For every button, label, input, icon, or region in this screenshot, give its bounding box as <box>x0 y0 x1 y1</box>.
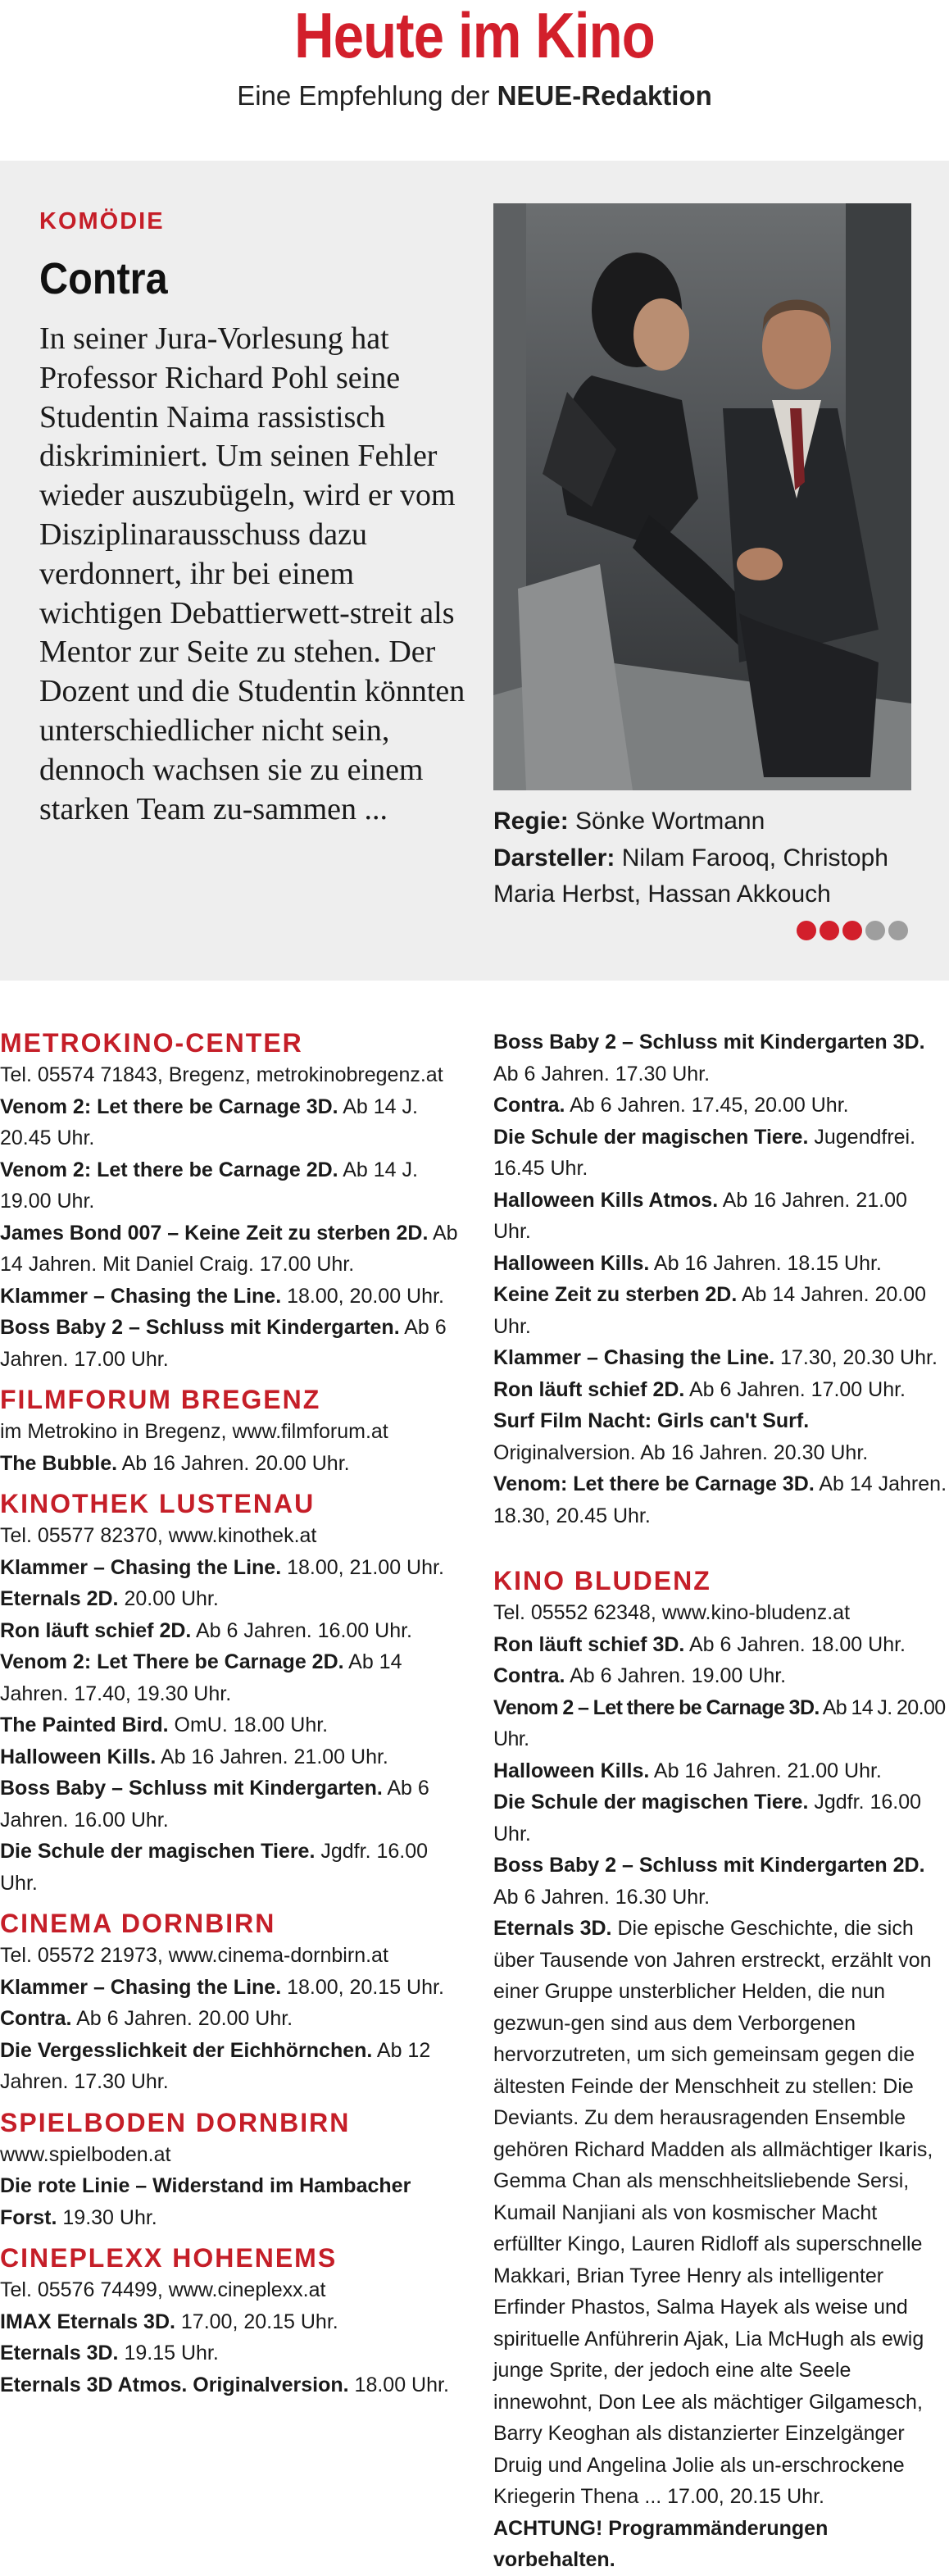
listing-movie-title: Klammer – Chasing the Line. <box>493 1346 775 1369</box>
listing-entry <box>493 1913 949 2513</box>
listing-movie-title: Halloween Kills. <box>0 1745 157 1768</box>
listing-details: Originalversion. Ab 16 Jahren. 20.30 Uhr. <box>493 1440 869 1464</box>
listing-entry <box>0 1741 459 1773</box>
listing-entry <box>493 1185 949 1248</box>
listing-details: Jgdfr. 16.00 Uhr. <box>0 1840 429 1895</box>
listing-movie-title: Boss Baby 2 – Schluss mit Kindergarten 2D. <box>493 1854 925 1877</box>
listing-details: Ab 14 Jahren. 18.30, 20.45 Uhr. <box>493 1472 947 1527</box>
cinema-info: Tel. 05574 71843, Bregenz, metrokinobregenz.at <box>0 1063 443 1086</box>
listing-details: Ab 16 Jahren. 21.00 Uhr. <box>156 1745 388 1768</box>
page-subtitle <box>0 80 949 112</box>
cinema-info: Tel. 05576 74499, www.cineplexx.at <box>0 2278 326 2301</box>
featured-movie-box <box>0 161 949 981</box>
listing-movie-title: Halloween Kills. <box>493 1759 650 1782</box>
cinema-info: www.spielboden.at <box>0 2142 171 2166</box>
listing-movie-title: James Bond 007 – Keine Zeit zu sterben 2D. <box>0 1221 429 1245</box>
listing-details: Ab 14 Jahren. 17.40, 19.30 Uhr. <box>0 1650 402 1705</box>
rating-dot-empty <box>865 921 885 940</box>
listing-details: 20.00 Uhr. <box>118 1587 219 1610</box>
listing-movie-title: Eternals 3D. <box>493 1917 612 1940</box>
listing-details: Ab 6 Jahren. 19.00 Uhr. <box>565 1664 787 1687</box>
listing-entry <box>0 2035 459 2098</box>
listing-movie-title: Boss Baby 2 – Schluss mit Kindergarten. <box>0 1316 400 1339</box>
listing-movie-title: Contra. <box>493 1664 565 1687</box>
listing-movie-title: Die Schule der magischen Tiere. <box>493 1125 809 1149</box>
listing-entry <box>0 1972 459 2004</box>
listing-details: Ab 6 Jahren. 17.00 Uhr. <box>0 1316 447 1371</box>
listing-movie-title: Klammer – Chasing the Line. <box>0 1555 282 1579</box>
listing-entry <box>0 2170 459 2233</box>
listing-details: Ab 14 J. 20.45 Uhr. <box>0 1095 418 1149</box>
listing-movie-title: IMAX Eternals 3D. <box>0 2310 175 2333</box>
listings-left-column <box>0 1026 459 2401</box>
listing-movie-title: Eternals 3D. <box>0 2342 119 2364</box>
listing-entry <box>493 1755 949 1787</box>
listing-details: Ab 12 Jahren. 17.30 Uhr. <box>0 2038 431 2093</box>
listing-details: Ab 6 Jahren. 17.45, 20.00 Uhr. <box>565 1094 849 1117</box>
listing-movie-title: Ron läuft schief 2D. <box>493 1377 685 1401</box>
listing-movie-title: Eternals 3D Atmos. Originalversion. <box>0 2373 349 2396</box>
listing-details: Ab 6 Jahren. 16.00 Uhr. <box>191 1618 413 1642</box>
program-change-notice: ACHTUNG! Programmänderungen vorbehalten. <box>493 2516 829 2571</box>
cast-names: Nilam Farooq, Christoph Maria Herbst, Hassan Akkouch <box>493 844 888 908</box>
rating-dot-filled <box>842 921 862 940</box>
listing-details: 18.00 Uhr. <box>348 2373 449 2396</box>
listing-movie-title: Keine Zeit zu sterben 2D. <box>493 1283 738 1306</box>
listing-details: 17.30, 20.30 Uhr. <box>774 1346 938 1369</box>
listing-movie-title: Halloween Kills. <box>493 1251 650 1275</box>
featured-movie-title: Contra <box>39 254 168 303</box>
director-label: Regie: <box>493 808 569 835</box>
listing-entry <box>0 1312 459 1375</box>
listing-entry <box>0 2369 459 2401</box>
listing-movie-title: The Painted Bird. <box>0 1714 169 1736</box>
listing-entry <box>493 1660 949 1692</box>
listing-entry <box>0 1154 459 1217</box>
rating-dot-filled <box>820 921 839 940</box>
listing-entry <box>0 2003 459 2035</box>
listing-movie-title: Venom 2: Let there be Carnage 3D. <box>0 1095 338 1118</box>
listing-details: Ab 6 Jahren. 18.00 Uhr. <box>684 1632 906 1656</box>
listing-movie-title: Klammer – Chasing the Line. <box>0 1284 282 1308</box>
director-name: Sönke Wortmann <box>575 808 765 835</box>
listing-details: Ab 6 Jahren. 17.00 Uhr. <box>684 1377 906 1401</box>
cinema-name: FILMFORUM BREGENZ <box>0 1385 321 1414</box>
listing-entry <box>493 1342 949 1374</box>
featured-movie-credits <box>493 803 919 913</box>
cinema-name: CINEMA DORNBIRN <box>0 1909 276 1938</box>
listing-details: Ab 6 Jahren. 16.30 Uhr. <box>493 1885 711 1909</box>
cinema-info: im Metrokino in Bregenz, www.filmforum.at <box>0 1420 388 1443</box>
listing-entry <box>0 2337 459 2369</box>
listing-details: Ab 14 Jahren. Mit Daniel Craig. 17.00 Uhr. <box>0 1221 458 1276</box>
listing-details: Ab 14 Jahren. 20.00 Uhr. <box>493 1283 927 1338</box>
cinema-name: KINO BLUDENZ <box>493 1566 711 1595</box>
listing-movie-title: Venom 2: Let There be Carnage 2D. <box>0 1650 344 1673</box>
listing-details: Ab 16 Jahren. 18.15 Uhr. <box>649 1251 882 1275</box>
page-header <box>0 0 949 161</box>
listing-details: 18.00, 21.00 Uhr. <box>281 1555 444 1579</box>
listing-entry <box>493 1629 949 1661</box>
listing-movie-title: Contra. <box>493 1094 565 1117</box>
cinema-name: CINEPLEXX HOHENEMS <box>0 2243 338 2273</box>
listing-movie-title: Venom: Let there be Carnage 3D. <box>493 1472 815 1495</box>
listing-movie-title: Surf Film Nacht: Girls can't Surf. <box>493 1409 810 1432</box>
listing-movie-title: Ron läuft schief 2D. <box>0 1618 192 1642</box>
listing-entry <box>0 1281 459 1313</box>
cast-label: Darsteller: <box>493 844 615 872</box>
listing-entry <box>0 1091 459 1154</box>
rating-dot-empty <box>888 921 908 940</box>
listing-movie-title: Ron läuft schief 3D. <box>493 1632 685 1656</box>
metrokino-continued-list <box>493 1026 949 1531</box>
listing-entry <box>493 1850 949 1913</box>
listing-details: Ab 16 Jahren. 21.00 Uhr. <box>649 1759 882 1782</box>
listing-entry <box>493 1248 949 1280</box>
listing-details: 19.15 Uhr. <box>118 2342 219 2364</box>
listing-entry <box>493 1279 949 1342</box>
cinema-name: KINOTHEK LUSTENAU <box>0 1489 316 1518</box>
movie-still-illustration <box>493 203 911 790</box>
subtitle-prefix: Eine Empfehlung der <box>237 80 497 111</box>
listing-details: Ab 16 Jahren. 21.00 Uhr. <box>493 1188 907 1243</box>
listing-movie-title: The Bubble. <box>0 1451 118 1475</box>
featured-movie-synopsis: In seiner Jura-Vorlesung hat Professor Richard Pohl seine Studentin Naima rassistisch diskriminiert. Um seinen Fehler wieder auszubügeln, wird er vom Disziplinarausschuss dazu verdonnert, ihr bei einem wichtigen Debattierwett-streit als Mentor zur Seite zu stehen. Der Dozent und die Studentin könnten unterschiedlicher nicht sein, dennoch wachsen sie zu einem starken Team zu-sammen ... <box>39 321 465 826</box>
listing-movie-title: Boss Baby – Schluss mit Kindergarten. <box>0 1777 383 1800</box>
kino-bludenz-section <box>493 1564 949 2513</box>
listing-entry <box>0 1448 459 1480</box>
listing-entry <box>493 1786 949 1850</box>
cinema-info: Tel. 05577 82370, www.kinothek.at <box>0 1524 317 1547</box>
listing-entry <box>0 1552 459 1584</box>
listing-entry <box>0 1836 459 1899</box>
listing-details: Jugendfrei. 16.45 Uhr. <box>493 1125 916 1180</box>
cinema-name: SPIELBODEN DORNBIRN <box>0 2107 351 2137</box>
listing-entry <box>0 1646 459 1709</box>
listing-movie-title: Venom 2: Let there be Carnage 2D. <box>0 1158 338 1181</box>
listing-entry <box>0 1773 459 1836</box>
listing-details: Ab 6 Jahren. 16.00 Uhr. <box>0 1777 429 1832</box>
listing-details: OmU. 18.00 Uhr. <box>168 1714 329 1736</box>
listing-entry <box>493 1090 949 1122</box>
listing-movie-title: Die Schule der magischen Tiere. <box>493 1791 809 1814</box>
listing-details: 17.00, 20.15 Uhr. <box>175 2310 338 2333</box>
listing-movie-title: Venom 2 – Let there be Carnage 3D. <box>493 1695 820 1719</box>
listing-entry <box>0 1583 459 1615</box>
page-title: Heute im Kino <box>294 0 655 71</box>
listing-entry <box>0 1217 459 1281</box>
listing-entry <box>0 2306 459 2338</box>
listing-details: Die epische Geschichte, die sich über Tausende von Jahren erstreckt, erzählt von einer Gruppe unsterblicher Helden, die nun gezwun-gen sind aus dem Verborgenen hervorzutreten, um sich gemeinsam gegen die ältesten Feinde der Menschheit zu stellen: Die Deviants. Zu dem herausragenden Ensemble gehören Richard Madden als allmächtiger Ikaris, Gemma Chan als menschheitsliebende Sersi, Kumail Nanjiani als von kosmischer Macht erfüllter Kingo, Lauren Ridloff als superschnelle Makkari, Brian Tyree Henry als intelligenter Erfinder Phastos, Salma Hayek als weise und spirituelle Anführerin Ajak, Lia McHugh als ewig junge Sprite, der jedoch eine alte Seele innewohnt, Don Lee als mächtiger Gilgamesch, Barry Keoghan als distanzierter Einzelgänger Druig und Angelina Jolie als un-erschrockene Kriegerin Thena ... 17.00, 20.15 Uhr. <box>493 1917 933 2508</box>
listing-entry <box>493 1122 949 1185</box>
director-line <box>493 803 919 840</box>
listing-movie-title: Die Schule der magischen Tiere. <box>0 1840 316 1863</box>
listing-movie-title: Klammer – Chasing the Line. <box>0 1975 282 1999</box>
movie-still-photo <box>493 203 911 790</box>
rating-dot-filled <box>797 921 816 940</box>
cast-line <box>493 840 919 913</box>
listing-details: Ab 14 J. 20.00 Uhr. <box>493 1695 946 1750</box>
listing-movie-title: Halloween Kills Atmos. <box>493 1188 719 1212</box>
listing-movie-title: Eternals 2D. <box>0 1587 119 1610</box>
listing-entry <box>493 1026 949 1090</box>
listing-details: 18.00, 20.00 Uhr. <box>281 1284 444 1308</box>
listing-entry <box>0 1709 459 1741</box>
genre-label: KOMÖDIE <box>39 208 165 234</box>
listing-entry <box>493 1468 949 1531</box>
listing-details: Ab 14 J. 19.00 Uhr. <box>0 1158 418 1213</box>
listing-entry <box>493 1374 949 1406</box>
subtitle-bold: NEUE-Redaktion <box>497 80 712 111</box>
listing-details: 18.00, 20.15 Uhr. <box>281 1975 444 1999</box>
listing-movie-title: Contra. <box>0 2007 72 2030</box>
listing-movie-title: Die Vergesslichkeit der Eichhörnchen. <box>0 2038 373 2062</box>
listings-right-column <box>493 1026 949 2576</box>
listing-details: Ab 16 Jahren. 20.00 Uhr. <box>117 1451 350 1475</box>
rating-dots <box>797 921 911 942</box>
listing-details: 19.30 Uhr. <box>57 2205 157 2229</box>
listing-entry <box>493 1692 949 1755</box>
listing-details: Jgdfr. 16.00 Uhr. <box>493 1791 922 1846</box>
cinema-info: Tel. 05572 21973, www.cinema-dornbirn.at <box>0 1944 388 1967</box>
cinema-info: Tel. 05552 62348, www.kino-bludenz.at <box>493 1601 851 1624</box>
listing-movie-title: Die rote Linie – Widerstand im Hambacher Forst. <box>0 2174 411 2229</box>
listing-entry <box>493 1405 949 1468</box>
listing-entry <box>0 1615 459 1647</box>
listing-movie-title: Boss Baby 2 – Schluss mit Kindergarten 3D. <box>493 1031 925 1054</box>
cinema-name: METROKINO-CENTER <box>0 1028 303 1058</box>
listing-details: Ab 6 Jahren. 17.30 Uhr. <box>493 1062 711 1085</box>
listing-details: Ab 6 Jahren. 20.00 Uhr. <box>71 2007 293 2030</box>
